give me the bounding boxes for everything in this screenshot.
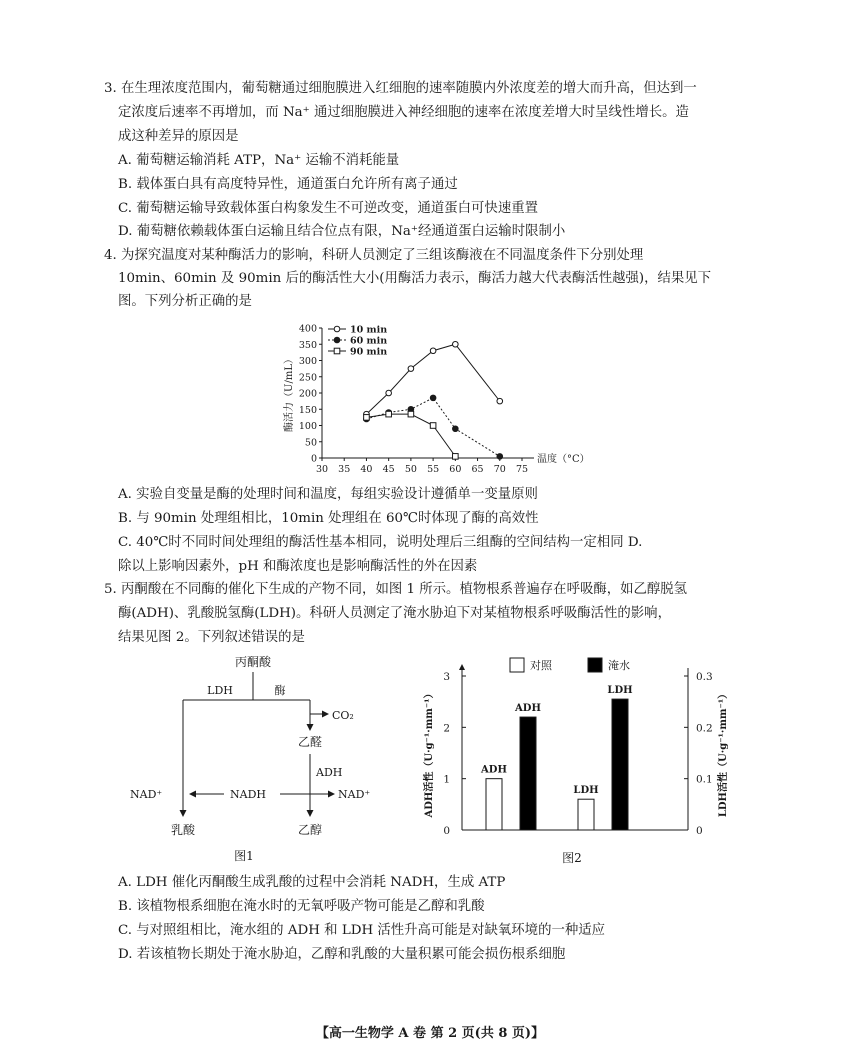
left-axis-label: ADH活性（U·g⁻¹·mm⁻¹） xyxy=(424,688,435,818)
q5-option-d[interactable]: D. 若该植物长期处于淹水胁迫，乙醇和乳酸的大量积累可能会损伤根系细胞 xyxy=(118,947,566,962)
x-tick-label: 65 xyxy=(471,464,484,475)
data-point xyxy=(408,411,414,417)
q4-stem-line-2: 10min、60min 及 90min 后的酶活性大小(用酶活力表示，酶活力越大代表酶活性越强)，结果见下 xyxy=(118,271,712,286)
figure2-bar-chart xyxy=(420,650,740,872)
right-tick-label: 0.1 xyxy=(696,773,713,786)
y-tick-label: 50 xyxy=(304,437,317,449)
left-tick-label: 2 xyxy=(443,722,450,735)
q5-stem-line-1: 5. 丙酮酸在不同酶的催化下生成的产物不同，如图 1 所示。植物根系普遍存在呼吸酶，如乙醇脱氢 xyxy=(104,582,688,597)
x-tick-label: 55 xyxy=(427,464,440,475)
bar-ldh-control xyxy=(578,799,594,830)
q4-stem-line-3: 图。下列分析正确的是 xyxy=(118,294,252,309)
q5-stem-line-3: 结果见图 2。下列叙述错误的是 xyxy=(118,630,305,645)
data-point xyxy=(386,390,392,396)
bar-label: ADH xyxy=(515,703,541,715)
y-tick-label: 200 xyxy=(298,388,317,400)
data-point xyxy=(453,454,459,460)
y-tick-label: 150 xyxy=(298,404,317,416)
y-axis-label: 酶活力（U/mL） xyxy=(284,354,295,432)
co2-label: CO₂ xyxy=(332,709,354,722)
bar-ldh-flood xyxy=(612,699,628,830)
legend-label: 10 min xyxy=(350,324,388,336)
left-tick-label: 1 xyxy=(443,773,450,786)
bar-adh-flood xyxy=(520,717,536,830)
legend-swatch xyxy=(588,658,602,672)
data-point xyxy=(453,341,459,347)
acetaldehyde-label: 乙醛 xyxy=(297,735,323,749)
x-tick-label: 45 xyxy=(382,464,395,475)
q5-option-b[interactable]: B. 该植物根系细胞在淹水时的无氧呼吸产物可能是乙醇和乳酸 xyxy=(118,899,485,914)
left-axis-arrow xyxy=(459,664,465,670)
q3-option-d[interactable]: D. 葡萄糖依赖载体蛋白运输且结合位点有限，Na⁺经通道蛋白运输时限制小 xyxy=(118,224,566,239)
figure2-caption: 图2 xyxy=(562,851,582,865)
data-point xyxy=(497,454,503,460)
data-point xyxy=(430,423,436,429)
data-point xyxy=(364,415,370,421)
q3-option-c[interactable]: C. 葡萄糖运输导致载体蛋白构象发生不可逆改变，通道蛋白可快速重置 xyxy=(118,201,538,216)
page-footer: 【高一生物学 A 卷 第 2 页(共 8 页)】 xyxy=(315,1026,545,1041)
y-tick-label: 250 xyxy=(298,372,317,384)
q4-option-d[interactable]: 除以上影响因素外，pH 和酶浓度也是影响酶活性的外在因素 xyxy=(118,559,478,574)
bar-label: LDH xyxy=(607,685,633,697)
bar-label: LDH xyxy=(573,785,599,797)
figure1-pathway-diagram xyxy=(120,648,410,872)
data-point xyxy=(334,348,340,354)
nadh-label: NADH xyxy=(230,788,266,801)
figure1-caption: 图1 xyxy=(234,849,254,863)
bar-adh-control xyxy=(486,779,502,830)
right-axis-label: LDH活性（U·g⁻¹·mm⁻¹） xyxy=(718,688,729,818)
y-tick-label: 400 xyxy=(298,323,317,335)
q5-option-a[interactable]: A. LDH 催化丙酮酸生成乳酸的过程中会消耗 NADH，生成 ATP xyxy=(118,875,506,890)
legend-swatch xyxy=(510,658,524,672)
figure1-svg xyxy=(120,648,410,868)
enzyme-label: 酶 xyxy=(274,684,286,697)
y-tick-label: 350 xyxy=(298,339,317,351)
data-point xyxy=(430,348,436,354)
right-tick-label: 0.3 xyxy=(696,671,713,683)
series-line xyxy=(366,414,455,456)
y-tick-label: 300 xyxy=(298,356,317,367)
legend-label: 60 min xyxy=(350,335,388,347)
data-point xyxy=(453,426,459,432)
data-point xyxy=(334,326,340,332)
y-tick-label: 0 xyxy=(310,453,317,465)
lactate-label: 乳酸 xyxy=(170,823,196,837)
figure2-svg xyxy=(420,650,740,868)
data-point xyxy=(497,398,503,404)
data-point xyxy=(430,395,436,401)
enzyme-activity-chart xyxy=(270,314,610,488)
series-90-min xyxy=(364,411,458,459)
q3-stem-line-3: 成这种差异的原因是 xyxy=(118,129,239,144)
q5-option-c[interactable]: C. 与对照组相比，淹水组的 ADH 和 LDH 活性升高可能是对缺氧环境的一种适应 xyxy=(118,923,606,938)
left-tick-label: 0 xyxy=(443,825,450,837)
x-tick-label: 30 xyxy=(315,464,329,475)
q3-stem-line-1: 3. 在生理浓度范围内，葡萄糖通过细胞膜进入红细胞的速率随膜内外浓度差的增大而升高，但达到一 xyxy=(104,81,697,96)
x-tick-label: 60 xyxy=(449,464,462,475)
pyruvate-label: 丙酮酸 xyxy=(234,655,272,669)
right-tick-label: 0 xyxy=(696,825,703,837)
x-tick-label: 75 xyxy=(515,464,529,475)
legend-label: 90 min xyxy=(350,346,388,358)
left-tick-label: 3 xyxy=(443,671,450,683)
x-axis-label: 温度（°C） xyxy=(537,454,590,465)
ldh-enzyme-label: LDH xyxy=(207,684,233,697)
q4-option-b[interactable]: B. 与 90min 处理组相比，10min 处理组在 60℃时体现了酶的高效性 xyxy=(118,511,539,526)
q4-option-c[interactable]: C. 40℃时不同时间处理组的酶活性基本相同，说明处理后三组酶的空间结构一定相同 D. xyxy=(118,535,643,550)
q3-stem-line-2: 定浓度后速率不再增加，而 Na⁺ 通过细胞膜进入神经细胞的速率在浓度差增大时呈线性增长。造 xyxy=(118,105,689,120)
ethanol-label: 乙醇 xyxy=(297,823,323,837)
legend-label: 淹水 xyxy=(608,659,630,672)
data-point xyxy=(386,411,392,417)
y-tick-label: 100 xyxy=(298,421,317,432)
x-tick-label: 35 xyxy=(338,464,351,475)
x-tick-label: 40 xyxy=(360,464,373,475)
nad-left-label: NAD⁺ xyxy=(130,788,163,801)
legend-label: 对照 xyxy=(530,659,552,672)
q5-stem-line-2: 酶(ADH)、乳酸脱氢酶(LDH)。科研人员测定了淹水胁迫下对某植物根系呼吸酶活性的影响， xyxy=(118,606,671,621)
bar-label: ADH xyxy=(481,764,507,776)
q4-stem-line-1: 4. 为探究温度对某种酶活力的影响，科研人员测定了三组该酶液在不同温度条件下分别处理 xyxy=(104,248,644,263)
right-tick-label: 0.2 xyxy=(696,722,713,735)
q4-option-a[interactable]: A. 实验自变量是酶的处理时间和温度，每组实验设计遵循单一变量原则 xyxy=(118,487,538,502)
data-point xyxy=(334,337,340,343)
x-tick-label: 50 xyxy=(404,464,417,475)
data-point xyxy=(408,366,414,372)
q3-option-a[interactable]: A. 葡萄糖运输消耗 ATP，Na⁺ 运输不消耗能量 xyxy=(118,153,400,168)
x-tick-label: 70 xyxy=(493,464,506,475)
nad-right-label: NAD⁺ xyxy=(338,788,371,801)
enzyme-activity-chart-svg xyxy=(270,314,610,484)
q3-option-b[interactable]: B. 载体蛋白具有高度特异性，通道蛋白允许所有离子通过 xyxy=(118,177,458,192)
adh-enzyme-label: ADH xyxy=(316,766,343,779)
